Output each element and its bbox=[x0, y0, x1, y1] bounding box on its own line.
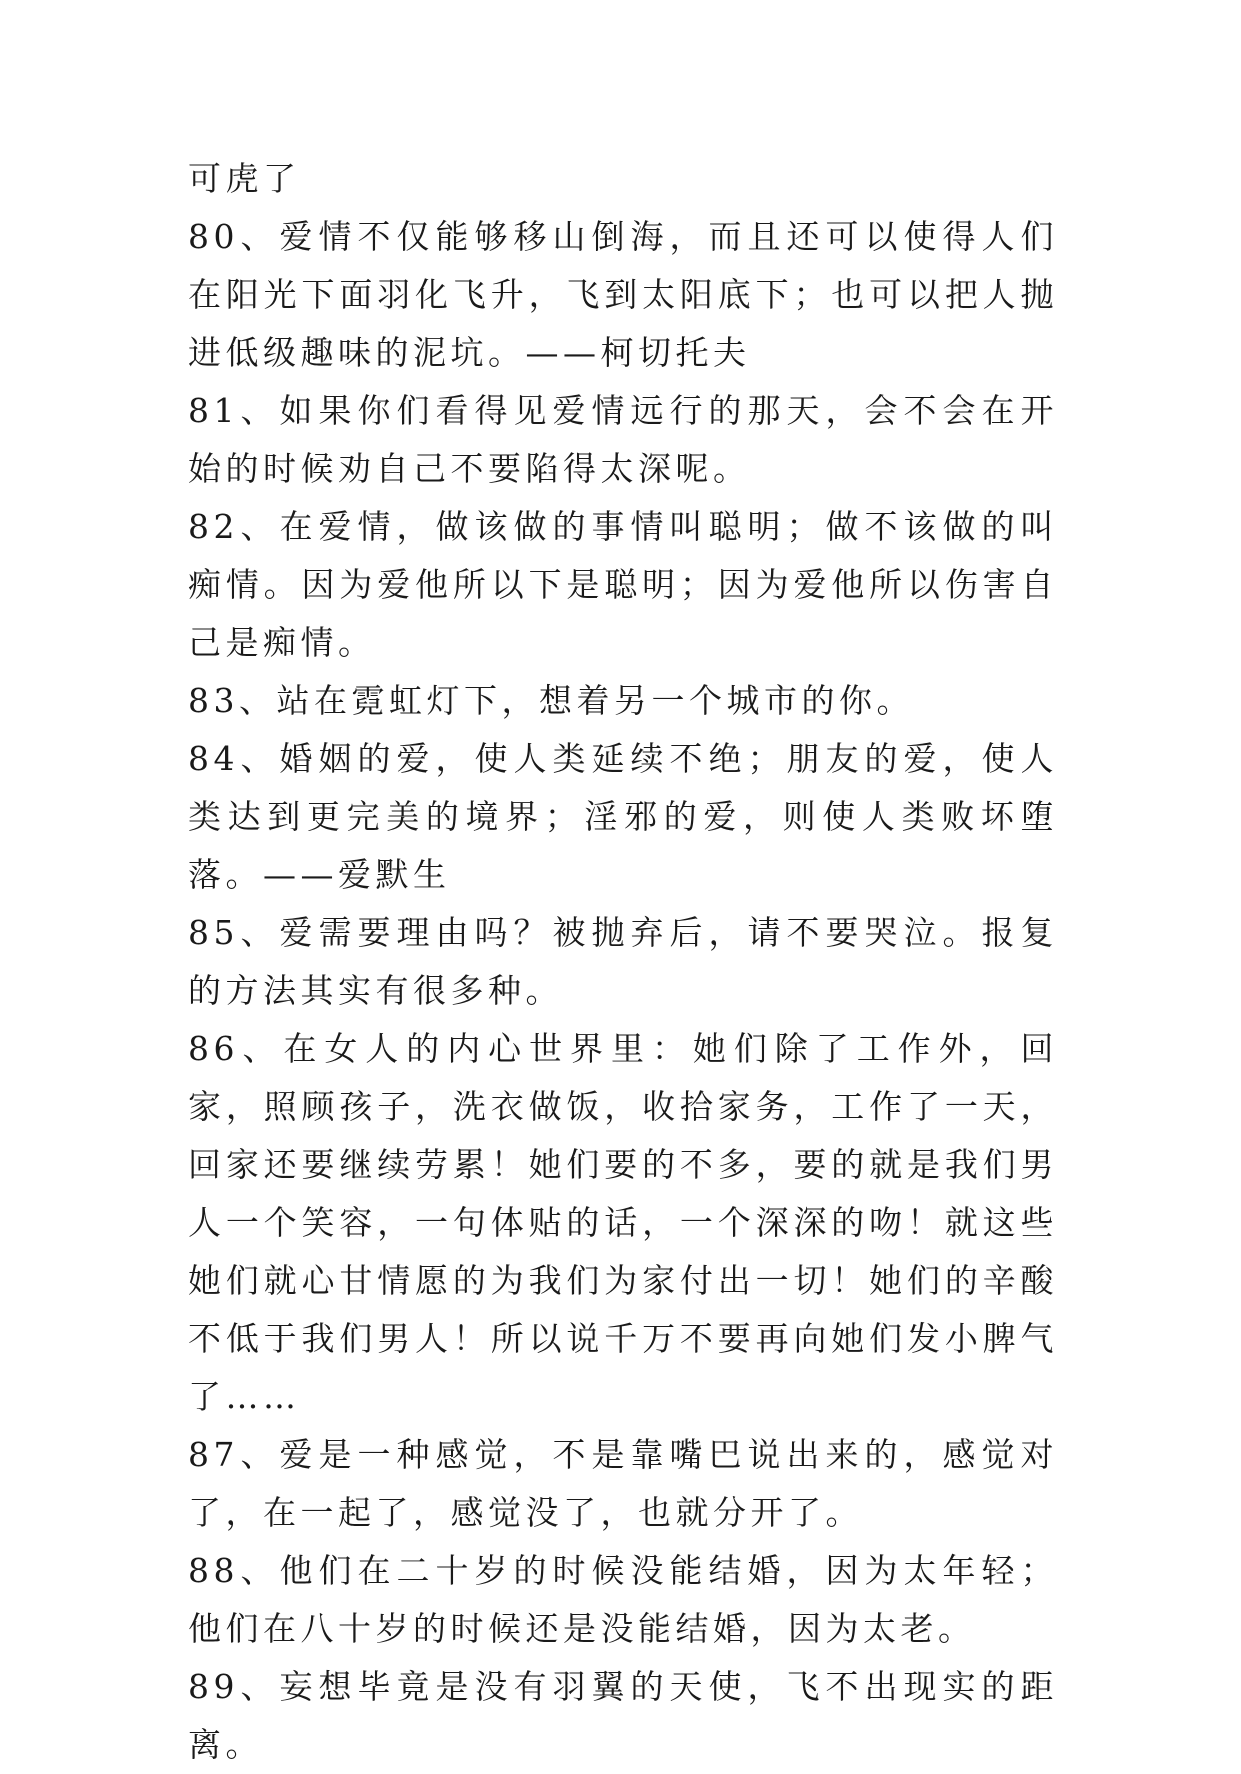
quote-80: 80、爱情不仅能够移山倒海，而且还可以使得人们在阳光下面羽化飞升，飞到太阳底下；也可以把人抛进低级趣味的泥坑。——柯切托夫 bbox=[188, 217, 1058, 372]
quote-82: 82、在爱情，做该做的事情叫聪明；做不该做的叫痴情。因为爱他所以下是聪明；因为爱他所以伤害自己是痴情。 bbox=[188, 507, 1058, 662]
quote-84: 84、婚姻的爱，使人类延续不绝；朋友的爱，使人类达到更完美的境界；淫邪的爱，则使人类败坏堕落。——爱默生 bbox=[188, 739, 1058, 894]
paragraph-continuation: 可虎了 bbox=[188, 159, 301, 198]
quote-83: 83、站在霓虹灯下，想着另一个城市的你。 bbox=[188, 681, 914, 720]
quote-85: 85、爱需要理由吗？被抛弃后，请不要哭泣。报复的方法其实有很多种。 bbox=[188, 913, 1058, 1010]
quote-89: 89、妄想毕竟是没有羽翼的天使，飞不出现实的距离。 bbox=[188, 1667, 1058, 1764]
quote-81: 81、如果你们看得见爱情远行的那天，会不会在开始的时候劝自己不要陷得太深呢。 bbox=[188, 391, 1058, 488]
document-body bbox=[188, 150, 1058, 1774]
quote-87: 87、爱是一种感觉，不是靠嘴巴说出来的，感觉对了，在一起了，感觉没了，也就分开了。 bbox=[188, 1435, 1058, 1532]
quote-88: 88、他们在二十岁的时候没能结婚，因为太年轻；他们在八十岁的时候还是没能结婚，因为太老。 bbox=[188, 1551, 1058, 1648]
quote-86: 86、在女人的内心世界里：她们除了工作外，回家，照顾孩子，洗衣做饭，收拾家务，工作了一天，回家还要继续劳累！她们要的不多，要的就是我们男人一个笑容，一句体贴的话，一个深深的吻！就这些她们就心甘情愿的为我们为家付出一切！她们的辛酸不低于我们男人！所以说千万不要再向她们发小脾气了…… bbox=[188, 1029, 1058, 1416]
